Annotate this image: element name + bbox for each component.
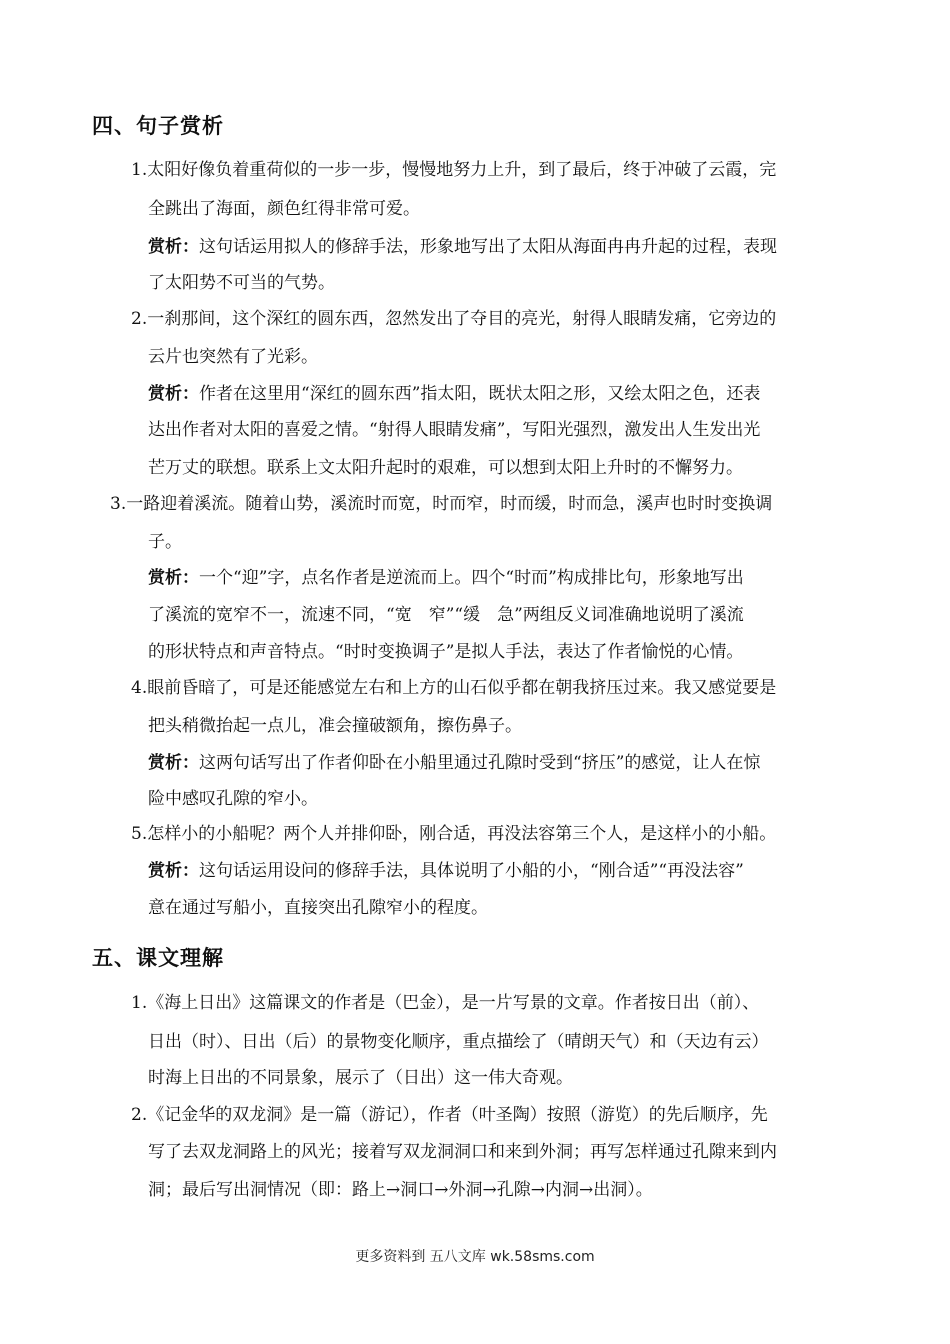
sentence-line: 4.眼前昏暗了，可是还能感觉左右和上方的山石似乎都在朝我挤压过来。我又感觉要是 [131,678,777,698]
comprehension-line: 2.《记金华的双龙洞》是一篇（游记），作者（叶圣陶）按照（游览）的先后顺序，先 [131,1105,768,1125]
analysis-line [148,382,760,406]
sentence-line: 2.一刹那间，这个深红的圆东西，忽然发出了夺目的亮光，射得人眼睛发痛，它旁边的 [131,309,777,329]
section-heading-text-comprehension: 五、课文理解 [92,946,224,970]
sentence-line: 全跳出了海面，颜色红得非常可爱。 [148,199,420,219]
analysis-label: 赏析： [148,384,199,404]
analysis-line [148,751,760,775]
analysis-line [148,859,744,883]
section-heading-sentence-analysis: 四、句子赏析 [92,114,224,138]
analysis-line: 芒万丈的联想。联系上文太阳升起时的艰难，可以想到太阳上升时的不懈努力。 [148,458,743,478]
footer-source-text: 更多资料到 五八文库 wk.58sms.com [355,1249,595,1265]
analysis-line [148,235,777,259]
analysis-line: 了溪流的宽窄不一，流速不同，“宽 窄”“缓 急”两组反义词准确地说明了溪流 [148,605,744,625]
analysis-line: 意在通过写船小，直接突出孔隙窄小的程度。 [148,898,488,918]
analysis-label: 赏析： [148,568,199,588]
analysis-text: 作者在这里用“深红的圆东西”指太阳，既状太阳之形，又绘太阳之色，还表 [199,384,761,404]
analysis-label: 赏析： [148,861,199,881]
sentence-line: 1.太阳好像负着重荷似的一步一步，慢慢地努力上升，到了最后，终于冲破了云霞，完 [131,160,777,180]
analysis-line: 达出作者对太阳的喜爱之情。“射得人眼睛发痛”，写阳光强烈，激发出人生发出光 [148,420,761,440]
comprehension-line: 洞；最后写出洞情况（即：路上→洞口→外洞→孔隙→内洞→出洞）。 [148,1180,653,1200]
comprehension-line: 1.《海上日出》这篇课文的作者是（巴金），是一片写景的文章。作者按日出（前）、 [131,993,760,1013]
analysis-label: 赏析： [148,237,199,257]
analysis-line [148,566,744,590]
analysis-line: 了太阳势不可当的气势。 [148,273,335,293]
analysis-text: 一个“迎”字，点名作者是逆流而上。四个“时而”构成排比句，形象地写出 [199,568,744,588]
comprehension-line: 日出（时）、日出（后）的景物变化顺序，重点描绘了（晴朗天气）和（天边有云） [148,1032,769,1052]
sentence-line: 5.怎样小的小船呢？两个人并排仰卧，刚合适，再没法容第三个人，是这样小的小船。 [131,824,777,844]
sentence-line: 3.一路迎着溪流。随着山势，溪流时而宽，时而窄，时而缓，时而急，溪声也时时变换调 [110,494,773,514]
analysis-line: 险中感叹孔隙的窄小。 [148,789,318,809]
analysis-label: 赏析： [148,753,199,773]
sentence-line: 把头稍微抬起一点儿，准会撞破额角，擦伤鼻子。 [148,716,522,736]
comprehension-line: 时海上日出的不同景象，展示了（日出）这一伟大奇观。 [148,1068,573,1088]
analysis-line: 的形状特点和声音特点。“时时变换调子”是拟人手法，表达了作者愉悦的心情。 [148,642,744,662]
analysis-text: 这句话运用设问的修辞手法，具体说明了小船的小，“刚合适”“再没法容” [199,861,744,881]
comprehension-line: 写了去双龙洞路上的风光；接着写双龙洞洞口和来到外洞；再写怎样通过孔隙来到内 [148,1142,777,1162]
sentence-line: 云片也突然有了光彩。 [148,347,318,367]
analysis-text: 这两句话写出了作者仰卧在小船里通过孔隙时受到“挤压”的感觉，让人在惊 [199,753,761,773]
sentence-line: 子。 [148,532,182,552]
analysis-text: 这句话运用拟人的修辞手法，形象地写出了太阳从海面冉冉升起的过程，表现 [199,237,777,257]
